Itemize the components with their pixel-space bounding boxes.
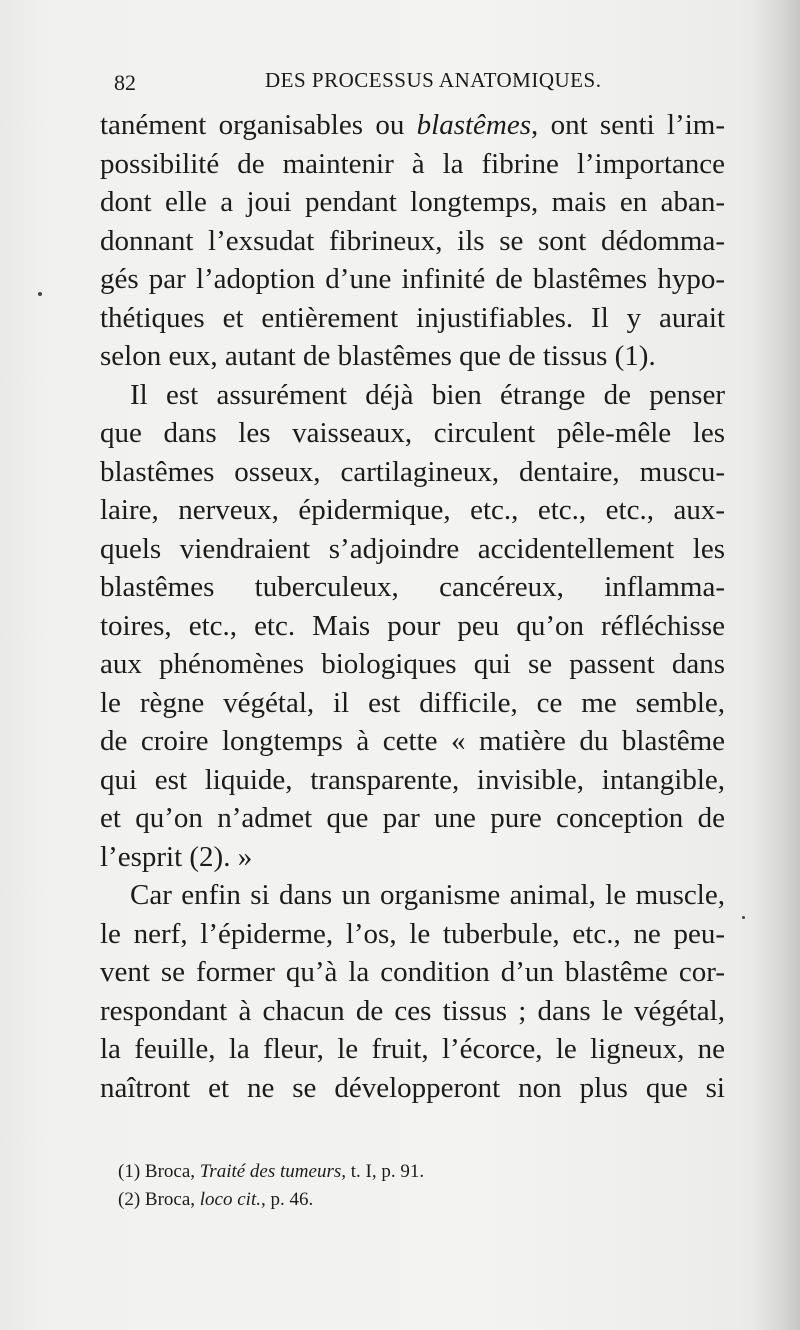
text-line: blastêmes osseux, cartilagineux, dentaire, muscu- — [100, 455, 725, 488]
running-head: DES PROCESSUS ANATOMIQUES. — [265, 68, 602, 92]
text-line: que dans les vaisseaux, circulent pêle-mêle les — [100, 417, 725, 449]
text-line: toires, etc., etc. Mais pour peu qu’on réfléchisse — [100, 609, 725, 642]
footnote-number: (2) — [118, 1189, 141, 1210]
footnote-author: Broca, — [144, 1161, 196, 1182]
footnote — [100, 1186, 720, 1214]
footnote-rest: t. I, p. 91. — [350, 1161, 425, 1182]
text-line: tanément organisables ou blastêmes, ont senti l’im- — [100, 109, 725, 141]
text-line: laire, nerveux, épidermique, etc., etc., etc., aux- — [100, 494, 725, 526]
text-line: quels viendraient s’adjoindre accidentellement les — [100, 532, 725, 565]
text-line: blastêmes tuberculeux, cancéreux, inflamma- — [100, 571, 725, 603]
text-line: dont elle a joui pendant longtemps, mais en aban- — [100, 186, 725, 218]
ink-speck — [38, 292, 42, 296]
text-line: Car enfin si dans un organisme animal, le muscle, — [130, 879, 725, 911]
text-line: le nerf, l’épiderme, l’os, le tuberbule, etc., ne peu- — [100, 917, 725, 950]
emphasis-term: blastêmes — [416, 109, 532, 141]
ink-speck — [742, 916, 745, 919]
text-line: vent se former qu’à la condition d’un blastême cor- — [100, 956, 725, 988]
text-line: possibilité de maintenir à la fibrine l’importance — [100, 147, 725, 180]
footnote-title: loco cit., — [199, 1189, 266, 1210]
text-line: donnant l’exsudat fibrineux, ils se sont dédomma- — [100, 224, 725, 257]
footnote-number: (1) — [118, 1161, 141, 1182]
footnotes — [100, 1158, 720, 1214]
text-line: aux phénomènes biologiques qui se passent dans — [100, 648, 725, 680]
text-line: selon eux, autant de blastêmes que de tissus (1). — [100, 340, 656, 372]
text-line: la feuille, la fleur, le fruit, l’écorce, le ligneux, ne — [100, 1033, 725, 1065]
text-line: le règne végétal, il est difficile, ce me semble, — [100, 686, 725, 719]
text-line: l’esprit (2). » — [100, 840, 253, 873]
text-line: naîtront et ne se développeront non plus que si — [100, 1071, 725, 1104]
page-number: 82 — [114, 70, 136, 95]
footnote-rest: p. 46. — [270, 1189, 314, 1210]
text-line: respondant à chacun de ces tissus ; dans le végétal, — [100, 994, 725, 1027]
footnote-author: Broca, — [144, 1189, 196, 1210]
text-line: et qu’on n’admet que par une pure conception de — [100, 802, 725, 834]
gutter-shadow — [752, 0, 800, 1330]
text-line: Il est assurément déjà bien étrange de penser — [130, 378, 725, 411]
text-line: thétiques et entièrement injustifiables. Il y aurait — [100, 301, 725, 334]
body-text — [100, 106, 725, 1107]
text-line: qui est liquide, transparente, invisible, intangible, — [100, 763, 725, 796]
footnote — [100, 1158, 720, 1186]
text-line: de croire longtemps à cette « matière du blastême — [100, 725, 725, 757]
text-line: gés par l’adoption d’une infinité de blastêmes hypo- — [100, 263, 725, 295]
footnote-title: Traité des tumeurs, — [199, 1161, 346, 1182]
page-header — [100, 66, 730, 102]
